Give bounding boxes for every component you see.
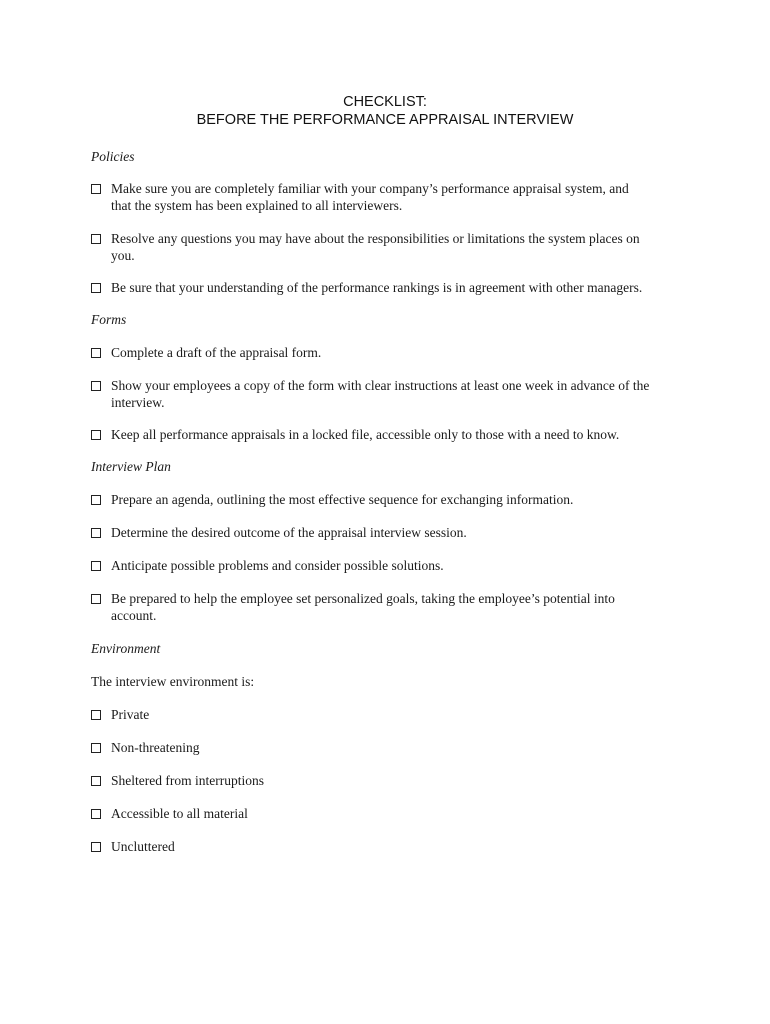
- checklist-item-text: Complete a draft of the appraisal form.: [111, 345, 322, 360]
- checkbox-icon[interactable]: [91, 381, 101, 391]
- checklist-item-text: Be sure that your understanding of the performance rankings is in agreement with other managers.: [111, 280, 643, 295]
- checkbox-icon[interactable]: [91, 809, 101, 819]
- checklist-item[interactable]: [91, 706, 651, 723]
- checkbox-icon[interactable]: [91, 743, 101, 753]
- checklist-item-text: Sheltered from interruptions: [111, 773, 264, 788]
- checklist-item-text: Prepare an agenda, outlining the most effective sequence for exchanging information.: [111, 492, 574, 507]
- checklist-body: [91, 148, 651, 855]
- checklist-item-text: Show your employees a copy of the form with clear instructions at least one week in advance of the interview.: [111, 378, 650, 410]
- checklist-item-text: Anticipate possible problems and consider possible solutions.: [111, 558, 444, 573]
- checklist-item[interactable]: [91, 524, 651, 541]
- checklist-item[interactable]: [91, 426, 651, 443]
- checklist-item-text: Determine the desired outcome of the appraisal interview session.: [111, 525, 467, 540]
- checklist-item[interactable]: [91, 590, 651, 624]
- checkbox-icon[interactable]: [91, 842, 101, 852]
- checklist-item[interactable]: [91, 739, 651, 756]
- checkbox-icon[interactable]: [91, 234, 101, 244]
- environment-intro: The interview environment is:: [91, 674, 255, 689]
- checklist-item[interactable]: [91, 491, 651, 508]
- checkbox-icon[interactable]: [91, 561, 101, 571]
- checklist-item[interactable]: [91, 230, 651, 264]
- checklist-item[interactable]: [91, 805, 651, 822]
- section-heading-forms: Forms: [91, 312, 127, 327]
- checklist-item-text: Uncluttered: [111, 839, 175, 854]
- title-line-2: BEFORE THE PERFORMANCE APPRAISAL INTERVIEW: [196, 112, 574, 128]
- checkbox-icon[interactable]: [91, 283, 101, 293]
- checklist-item[interactable]: [91, 279, 651, 296]
- section-heading-interview-plan: Interview Plan: [91, 459, 171, 474]
- checklist-item[interactable]: [91, 557, 651, 574]
- checklist-item[interactable]: [91, 180, 651, 214]
- checklist-item-text: Keep all performance appraisals in a locked file, accessible only to those with a need to know.: [111, 427, 620, 442]
- checklist-item[interactable]: [91, 344, 651, 361]
- checkbox-icon[interactable]: [91, 184, 101, 194]
- checklist-item-text: Private: [111, 707, 150, 722]
- section-heading-policies: Policies: [91, 149, 135, 164]
- checklist-item[interactable]: [91, 772, 651, 789]
- checkbox-icon[interactable]: [91, 776, 101, 786]
- checkbox-icon[interactable]: [91, 528, 101, 538]
- checkbox-icon[interactable]: [91, 710, 101, 720]
- checklist-item-text: Accessible to all material: [111, 806, 248, 821]
- checklist-item-text: Make sure you are completely familiar with your company’s performance appraisal system, and that the system has been explained to all interviewers.: [111, 181, 629, 213]
- checklist-item-text: Non-threatening: [111, 740, 200, 755]
- checkbox-icon[interactable]: [91, 348, 101, 358]
- section-heading-environment: Environment: [91, 641, 161, 656]
- checklist-item-text: Be prepared to help the employee set personalized goals, taking the employee’s potential into account.: [111, 591, 615, 623]
- title-line-1: CHECKLIST:: [343, 94, 427, 110]
- document-title: [0, 93, 770, 129]
- checkbox-icon[interactable]: [91, 495, 101, 505]
- checklist-item[interactable]: [91, 377, 651, 411]
- checkbox-icon[interactable]: [91, 430, 101, 440]
- checkbox-icon[interactable]: [91, 594, 101, 604]
- checklist-item-text: Resolve any questions you may have about the responsibilities or limitations the system places on you.: [111, 231, 640, 263]
- checklist-item[interactable]: [91, 838, 651, 855]
